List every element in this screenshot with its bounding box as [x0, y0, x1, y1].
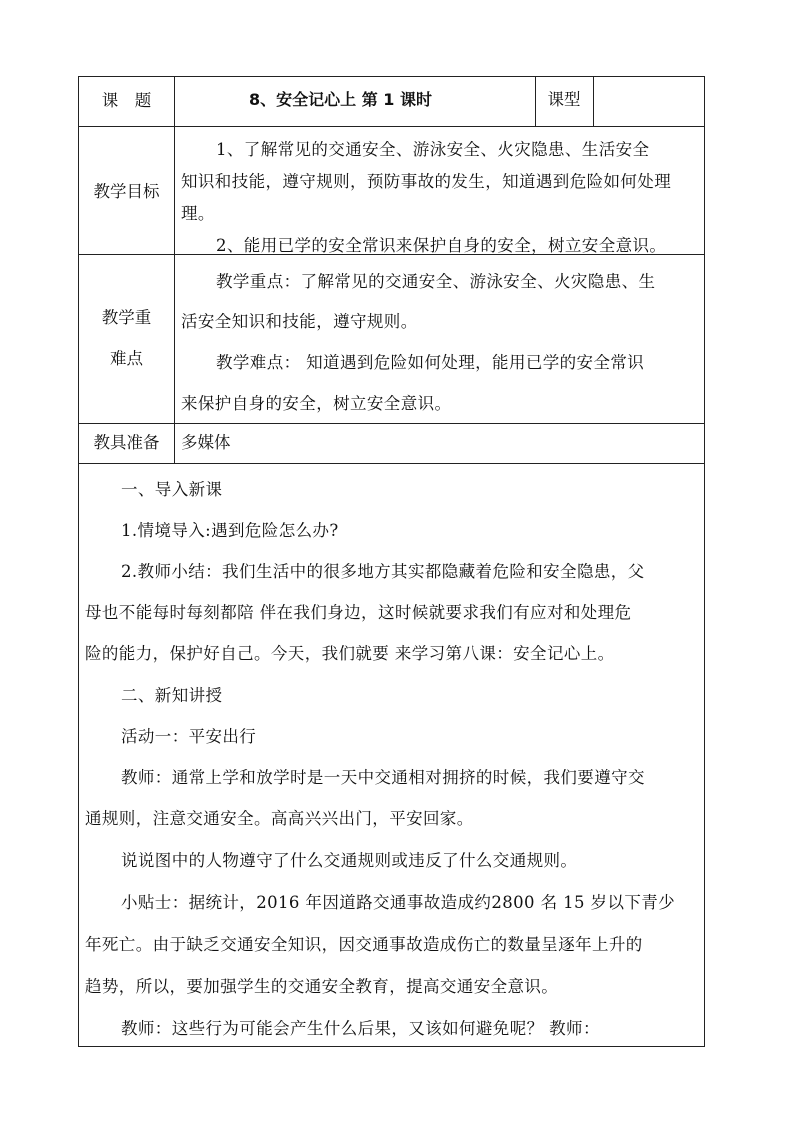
- goal-line: 1、了解常见的交通安全、游泳安全、火灾隐患、生活安全: [216, 140, 650, 159]
- row-divider: [79, 126, 704, 127]
- process-line: 2.教师小结：我们生活中的很多地方其实都隐藏着危险和安全隐患，父: [121, 562, 645, 581]
- key-point-line: 来保护自身的安全，树立安全意识。: [181, 394, 452, 413]
- column-divider: [174, 77, 175, 463]
- tip-line: 趋势，所以，要加强学生的交通安全教育，提高交通安全意识。: [85, 977, 559, 996]
- section-heading: 二、新知讲授: [121, 686, 223, 705]
- key-point-line: 教学重点：了解常见的交通安全、游泳安全、火灾隐患、生: [216, 272, 656, 291]
- tip-line: 年死亡。由于缺乏交通安全知识，因交通事故造成伤亡的数量呈逐年上升的: [85, 935, 643, 954]
- key-point-line: 教学难点： 知道遇到危险如何处理，能用已学的安全常识: [216, 353, 645, 372]
- lesson-type-label: 课型: [547, 90, 581, 109]
- activity-heading: 活动一：平安出行: [121, 727, 257, 746]
- topic-label: 课 题: [101, 91, 152, 110]
- goals-label: 教学目标: [93, 182, 160, 201]
- goal-line: 2、能用已学的安全常识来保护自身的安全，树立安全意识。: [216, 236, 667, 255]
- process-line: 母也不能每时每刻都陪 伴在我们身边，这时候就要求我们有应对和处理危: [85, 603, 632, 622]
- key-points-label-line2: 难点: [110, 349, 143, 368]
- row-divider: [79, 423, 704, 424]
- process-line: 教师：通常上学和放学时是一天中交通相对拥挤的时候，我们要遵守交: [121, 768, 645, 787]
- goal-line: 知识和技能，遵守规则，预防事故的发生，知道遇到危险如何处理: [181, 172, 672, 191]
- goal-line: 理。: [181, 204, 215, 223]
- tools-label: 教具准备: [93, 433, 160, 452]
- column-divider: [593, 77, 594, 126]
- tip-line: 小贴士：据统计，2016 年因道路交通事故造成约2800 名 15 岁以下青少: [121, 893, 676, 912]
- key-points-label-line1: 教学重: [101, 308, 152, 327]
- lesson-plan-table: [78, 76, 705, 1047]
- process-line: 1.情境导入:遇到危险怎么办?: [121, 521, 339, 540]
- section-heading: 一、导入新课: [121, 480, 223, 499]
- process-line: 说说图中的人物遵守了什么交通规则或违反了什么交通规则。: [121, 851, 578, 870]
- row-divider: [79, 463, 704, 464]
- key-point-line: 活安全知识和技能，遵守规则。: [181, 312, 418, 331]
- tools-value: 多媒体: [181, 433, 231, 452]
- process-line: 通规则，注意交通安全。高高兴兴出门，平安回家。: [85, 809, 474, 828]
- process-line: 险的能力，保护好自己。今天，我们就要 来学习第八课：安全记心上。: [85, 644, 615, 663]
- lesson-title: 8、安全记心上 第 1 课时: [249, 90, 432, 109]
- process-line: 教师：这些行为可能会产生什么后果，又该如何避免呢？ 教师：: [121, 1019, 600, 1038]
